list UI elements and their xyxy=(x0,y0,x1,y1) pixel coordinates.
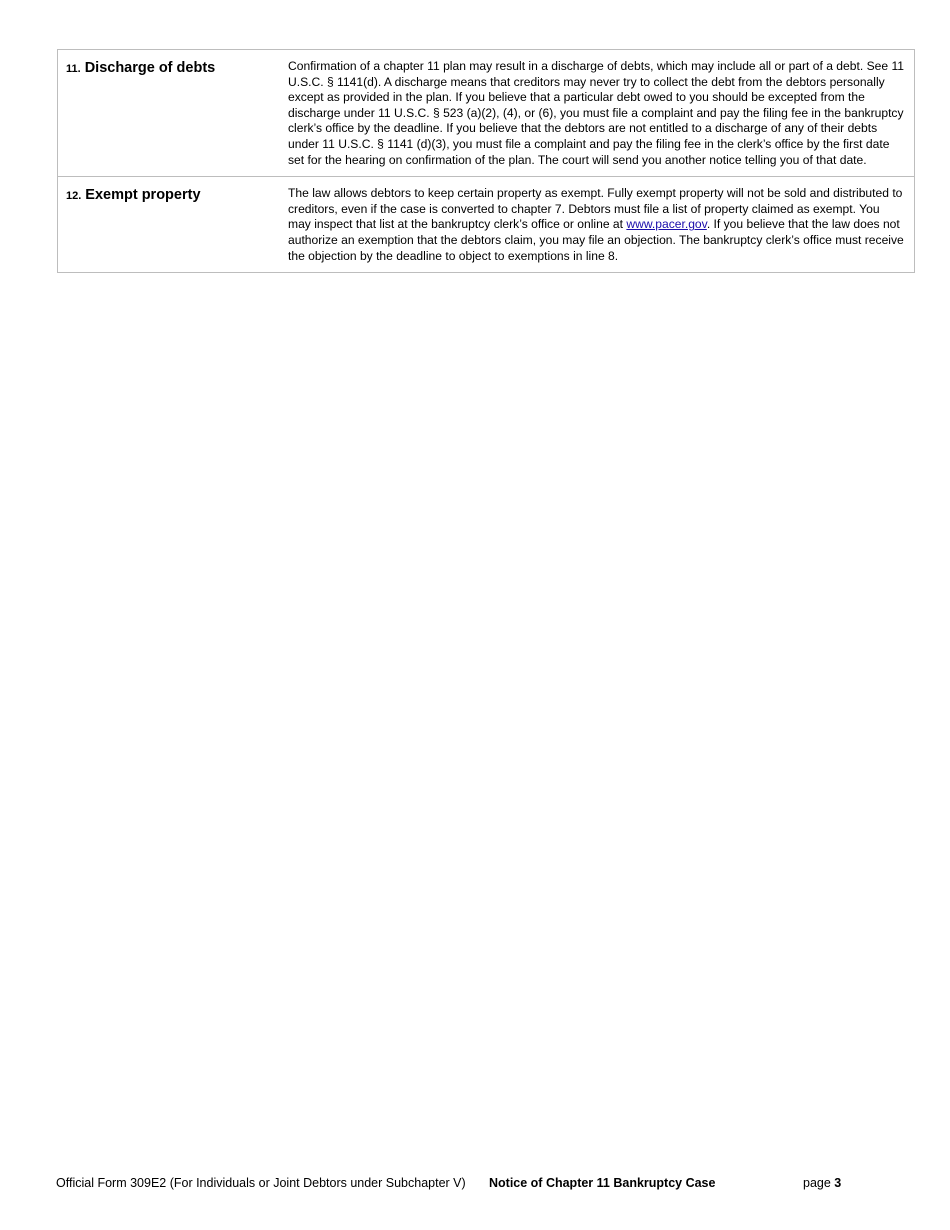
description-text-part: . If you believe that the law does not authorize an exemption that the debtors claim, you may file an objection. The bankruptcy clerk’s office must receive the objection by the deadline to object to exemptions in line 8. xyxy=(288,217,904,263)
row-description: Confirmation of a chapter 11 plan may result in a discharge of debts, which may include all or part of a debt. See 11 U.S.C. § 1141(d). A discharge means that creditors may never try to collect the debt from the debtors personally except as provided in the plan. If you believe that a particular debt owed to you should be excepted from the discharge under 11 U.S.C. § 523 (a)(2), (4), or (6), you must file a complaint and pay the filing fee in the bankruptcy clerk’s office by the deadline. If you believe that the debtors are not entitled to a discharge of any of their debts under 11 U.S.C. § 1141 (d)(3), you must file a complaint and pay the filing fee in the clerk’s office by the first date set for the hearing on confirmation of the plan. The court will send you another notice telling you of that date. xyxy=(288,59,905,167)
pacer-link[interactable]: www.pacer.gov xyxy=(626,217,707,232)
row-title: Discharge of debts xyxy=(84,60,216,76)
footer-page-indicator xyxy=(803,1176,841,1190)
row-label xyxy=(58,177,288,272)
description-text-part: The law allows debtors to keep certain property as exempt. Fully exempt property will not be sold and distributed to creditors, even if the case is converted to chapter 7. Debtors must file a list of property claimed as exempt. You may inspect that list at the bankruptcy clerk’s office or online at xyxy=(288,186,903,232)
notice-table xyxy=(57,49,915,273)
footer-notice-title: Notice of Chapter 11 Bankruptcy Case xyxy=(489,1176,716,1190)
row-description xyxy=(288,177,914,272)
footer-page-label: page xyxy=(803,1176,831,1190)
row-discharge-of-debts xyxy=(58,50,914,176)
row-exempt-property xyxy=(58,176,914,272)
footer-page-number: 3 xyxy=(834,1176,842,1190)
footer-form-name: Official Form 309E2 (For Individuals or Joint Debtors under Subchapter V) xyxy=(56,1176,466,1190)
row-number: 12. xyxy=(66,190,82,203)
row-label xyxy=(58,50,288,176)
page-footer xyxy=(56,1176,896,1194)
row-title: Exempt property xyxy=(85,187,201,204)
row-number: 11. xyxy=(66,63,81,75)
